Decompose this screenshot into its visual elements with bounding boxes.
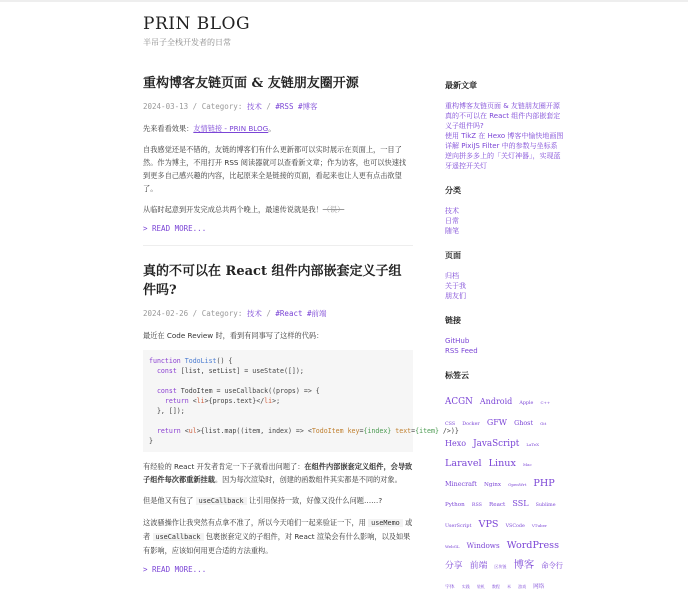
categories-list [445,206,565,236]
tag-cloud-link[interactable]: VTuber [531,523,547,528]
tag-cloud-link[interactable]: VPS [478,519,499,530]
tag-cloud-link[interactable]: CSS [445,422,456,427]
tag-cloud-link[interactable]: VSCode [505,524,525,529]
post-paragraph: 自我感觉还是不错的，友链的博客们有什么更新都可以实时展示在页面上，一目了然。作为博主，不用打开 RSS 阅读器就可以查看新文章；作为访客，也可以快速找到更多自己感兴趣的内容，比起原来全是链接的页面，看起来也让人更有点击欲望了。 [143,145,407,193]
read-more-link[interactable]: > READ MORE... [143,565,207,574]
tag-cloud-link[interactable]: RSS [471,503,482,508]
tag-cloud-link[interactable]: Docker [462,422,480,427]
tag-cloud-link[interactable]: JavaScript [473,439,520,449]
tag-cloud-heading: 标签云 [445,370,469,380]
tag-cloud-link[interactable]: ACGN [445,397,473,407]
code-block: function TodoList() { const [list, setList] = useState([]); const TodoItem = useCallback((props) => { return <li>{props.text}</li>; }, []); return <ul>{list.map((item, index) => <TodoItem key={index} text={item} />)} } [143,350,413,452]
page-link[interactable]: 归档 [445,272,459,280]
recent-post-link[interactable]: 使用 TikZ 在 Hexo 博客中愉快地画图 [445,132,564,140]
post-paragraph: 最近在 Code Review 时，看到有同事写了这样的代码： [143,331,324,340]
tag-cloud-link[interactable]: 游戏 [518,584,527,589]
site-subtitle: 半吊子全栈开发者的日常 [143,38,231,47]
text: 。因为每次渲染时，创建的函数组件其实都是不同的对象。 [214,475,402,484]
top-border [0,0,688,2]
category-link[interactable]: 技术 [246,102,262,111]
recent-post-link[interactable]: 真的不可以在 React 组件内部嵌套定义子组件吗? [445,112,561,130]
tag-cloud-link[interactable]: 米 [506,584,511,589]
tag-cloud-link[interactable]: GFW [486,418,507,427]
post-paragraph [143,122,413,135]
tag-cloud-link[interactable]: Nginx [483,482,501,488]
post-meta: 2024-02-26 / Category: 技术 / #React #前端 [143,309,327,318]
post-title[interactable]: 重构博客友链页面 & 友链朋友圈开源 [143,76,359,91]
page-link[interactable]: 朋友们 [445,292,466,300]
text: 有经验的 React 开发者肯定一下子就看出问题了： [143,462,305,471]
post-date: 2024-02-26 [143,309,189,318]
tag-link[interactable]: #RSS [275,102,294,111]
text: 让引用保持一致，好像又没什么问题……? [248,496,383,505]
recent-posts-list [445,101,565,171]
text: 包裹嵌套定义的子组件，对 React 渲染会有什么影响，以及如果有影响，应该如何用更合适的方法重构。 [143,532,411,555]
tag-link[interactable]: #React [275,309,303,318]
category-label: Category: [201,102,243,111]
post [143,72,413,233]
inline-code: useCallback [153,533,204,541]
tag-cloud-link[interactable]: React [489,502,506,508]
text: 或者 [143,518,413,541]
post-meta: 2024-03-13 / Category: 技术 / #RSS #博客 [143,102,318,111]
tag-cloud-link[interactable]: Minecraft [445,480,477,488]
tag-cloud-link[interactable]: WebGL [445,544,460,549]
categories-heading: 分类 [445,185,461,195]
category-link[interactable]: 技术 [445,207,459,215]
tag-cloud-link[interactable]: Linux [488,458,516,469]
tag-cloud-link[interactable]: Apple [519,401,534,406]
pages-heading: 页面 [445,250,461,260]
inline-code: useMemo [368,519,403,527]
recent-post-link[interactable]: 重构博客友链页面 & 友链朋友圈开源 [445,102,560,110]
text: 先来看看效果： [143,124,194,133]
tag-cloud-link[interactable]: Mac [522,462,532,467]
tag-cloud-link[interactable]: 前端 [469,561,488,571]
category-link[interactable]: 随笔 [445,227,459,235]
inline-code: useCallback [196,497,247,505]
post-paragraph [143,494,413,508]
recent-post-link[interactable]: 详解 PixiJS Filter 中的参数与坐标系 [445,142,558,150]
text: 。 [268,124,276,133]
tag-cloud-link[interactable]: Windows [466,541,500,550]
links-heading: 链接 [445,315,461,325]
tag-cloud-link[interactable]: 区块链 [494,564,507,569]
category-link[interactable]: 日常 [445,217,459,225]
sidebar [445,80,565,596]
tag-cloud-link[interactable]: 命令行 [541,561,563,570]
tag-cloud-link[interactable]: Git [540,421,547,426]
tag-cloud-link[interactable]: C++ [540,400,551,405]
recent-posts-heading: 最新文章 [445,80,477,90]
tag-cloud-link[interactable]: 字体 [445,585,455,590]
tag-cloud-link[interactable]: 教程 [491,584,500,589]
tag-link[interactable]: #博客 [297,102,318,111]
tag-cloud-link[interactable]: Python [445,502,465,508]
strike-text: （误） [322,205,345,214]
read-more-link[interactable]: > READ MORE... [143,224,207,233]
post-title[interactable]: 真的不可以在 React 组件内部嵌套定义子组件吗? [143,264,402,298]
bold-text: 在组件内部嵌套定义组件，会导致子组件每次都重新挂载 [143,462,413,484]
tag-cloud-link[interactable]: PHP [533,478,555,489]
tag-cloud-link[interactable]: 装机 [476,584,485,589]
category-label: Category: [201,309,243,318]
tag-cloud-link[interactable]: 实践 [461,584,470,589]
tag-cloud-link[interactable]: 网络 [533,584,545,590]
tag-cloud-link[interactable]: WordPress [506,540,560,551]
tag-cloud-link[interactable]: LaTeX [526,442,539,447]
tag-cloud-link[interactable]: 博客 [513,559,535,571]
pages-list [445,271,565,301]
text: 但是他又有包了 [143,496,194,505]
recent-post-link[interactable]: 逆向拼多多上的「关灯神器」，实现蓝牙遥控开关灯 [445,152,561,170]
post-paragraph [143,516,413,557]
tag-cloud-link[interactable]: SSL [512,499,529,508]
text: 从临时起意到开发完成总共两个晚上，最速传说就是我！ [143,205,323,214]
tag-cloud-link[interactable]: 分享 [445,561,463,571]
tag-link[interactable]: #前端 [307,309,327,318]
friends-link[interactable]: 友情链接 - PRIN BLOG [193,124,269,133]
tag-cloud-link[interactable]: Sublime [535,503,556,508]
tag-cloud-link[interactable]: OpenWrt [508,482,527,487]
tag-cloud-link[interactable]: Ghost [514,419,534,427]
tag-cloud [445,391,565,596]
page-link[interactable]: 关于我 [445,282,466,290]
post-date: 2024-03-13 [143,102,189,111]
post-paragraph [143,460,413,486]
site-title[interactable]: PRIN BLOG [143,14,251,34]
external-link[interactable]: RSS Feed [445,347,478,355]
tag-cloud-link[interactable]: UserScript [445,524,472,529]
text: 这波骚操作让我突然有点拿不准了，所以今天咱们一起来验证一下，用 [143,518,366,527]
external-link[interactable]: GitHub [445,337,470,345]
category-link[interactable]: 技术 [246,309,262,318]
post-paragraph [143,203,413,216]
tag-cloud-link[interactable]: Laravel [445,458,482,469]
tag-cloud-link[interactable]: Android [479,397,513,406]
tag-cloud-link[interactable]: Hexo [445,439,467,448]
links-list [445,336,565,356]
divider [143,245,413,246]
